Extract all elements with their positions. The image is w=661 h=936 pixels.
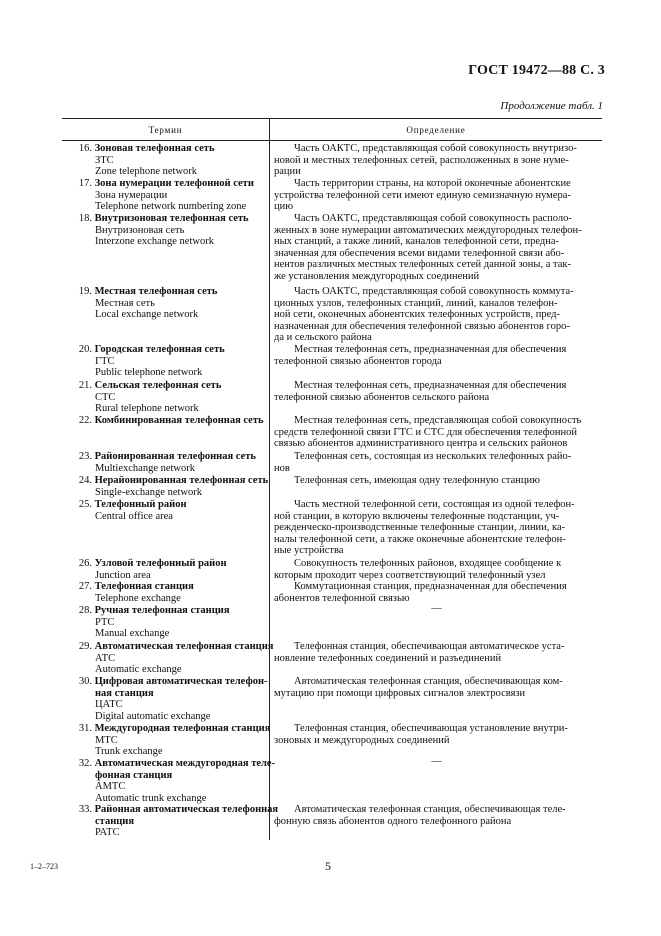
term-name-continued: фонная станция [95,769,173,781]
term-synonym: Multiexchange network [95,462,196,474]
term-cell [62,213,262,248]
definition-line: связью абонентов административного центра и сельских районов [274,438,568,450]
definition-line: — [431,756,442,767]
definition-line: рации [274,166,301,178]
term-number: 17. [78,178,92,189]
term-name: Узловой телефонный район [94,558,227,569]
definition-cell [274,804,599,827]
term-synonym: Central office area [95,510,173,522]
term-synonym: Местная сеть [95,297,155,309]
definition-cell [274,380,599,403]
definition-cell [274,676,599,699]
table-continuation-note: Продолжение табл. 1 [500,100,603,112]
term-synonym: Manual exchange [95,628,170,640]
definition-cell [274,344,599,367]
definition-line: телефонной связью абонентов сельского района [274,391,490,403]
definition-line: ные устройства [274,545,344,557]
term-synonym: Digital automatic exchange [95,710,211,722]
definition-line: ционных узлов, телефонных станций, линий, каналов телефон- [274,297,558,309]
definition-line: же установления междугородных соединений [274,270,480,282]
term-synonym: РАТС [95,827,120,839]
term-synonym: ЦАТС [95,699,123,711]
term-line [62,380,262,392]
table-top-rule [62,118,602,119]
definition-cell [274,475,599,487]
column-header-definition: Определение [406,125,466,135]
term-line [62,451,262,463]
definition-cell [274,641,599,664]
definition-cell [274,286,599,344]
definition-cell [274,415,599,450]
definition-line: назначенная для обеспечения телефонной связью абонентов горо- [274,320,570,332]
term-synonym: Single-exchange network [95,486,203,498]
term-line [62,676,268,688]
definition-line: Местная телефонная сеть, предназначенная для обеспечения [294,344,567,355]
term-name: Ручная телефонная станция [94,605,230,616]
definition-line: Телефонная сеть, имеющая одну телефонную станцию [294,475,540,486]
term-synonym: РТС [95,616,115,628]
definition-line: ной станции, в которую включены телефонные подстанции, уч- [274,510,560,522]
definition-line: Автоматическая телефонная станция, обеспечивающая ком- [294,676,563,687]
definition-line: устройства телефонной сети имеют единую семизначную нумера- [274,189,571,201]
definition-cell [274,758,599,768]
term-name: Междугородная телефонная станция [94,723,271,734]
term-line [62,605,262,617]
definition-cell [274,558,599,581]
term-cell [62,475,269,498]
terms-table [62,118,602,840]
term-name: Телефонный район [94,499,187,510]
definition-line: Телефонная станция, обеспечивающая автоматическое уста- [294,641,565,652]
term-synonym: Zone telephone network [95,166,198,178]
definition-line: Местная телефонная сеть, представляющая собой совокупность [294,415,582,426]
definition-line: новление телефонных соединений и разъединений [274,652,502,664]
term-cell [62,499,262,522]
term-number: 28. [78,605,92,616]
term-cell [62,344,262,379]
definition-line: нов [274,462,290,474]
term-line [62,475,269,487]
term-number: 26. [78,558,92,569]
term-line [62,415,262,427]
term-name: Районная автоматическая телефонная [94,804,279,815]
term-name: Комбинированная телефонная сеть [94,415,264,426]
term-number: 33. [78,804,92,815]
term-cell [62,380,262,415]
term-synonym: Rural telephone network [95,403,199,415]
term-cell [62,178,262,213]
term-cell [62,415,262,427]
definition-cell [274,723,599,746]
definition-line: зоновых и междугородных соединений [274,734,450,746]
definition-line: Часть местной телефонной сети, состоящая из одной телефон- [294,499,575,510]
term-name-continued: ная станция [95,687,154,699]
term-name: Районированная телефонная сеть [94,451,256,462]
definition-line: ной сети, оконечных абонентских телефонных устройств, пред- [274,309,560,321]
term-cell [62,605,262,640]
term-number: 29. [78,641,92,652]
term-name: Сельская телефонная сеть [94,380,222,391]
term-line [62,499,262,511]
term-synonym: Telephone exchange [95,592,181,604]
term-number: 27. [78,581,92,592]
term-name: Автоматическая междугородная теле- [94,758,276,769]
term-number: 31. [78,723,92,734]
term-synonym: Public telephone network [95,367,203,379]
term-synonym: Telephone network numbering zone [95,201,247,213]
definition-line: телефонной связью абонентов города [274,355,442,367]
term-line [62,723,271,735]
term-number: 16. [78,143,92,154]
print-code: 1–2–723 [30,862,58,871]
definition-line: Телефонная сеть, состоящая из нескольких телефонных райо- [294,451,572,462]
definition-cell [274,499,599,557]
term-number: 25. [78,499,92,510]
term-name: Зона нумерации телефонной сети [94,178,254,189]
term-name: Зоновая телефонная сеть [94,143,215,154]
definition-cell [274,178,599,213]
term-number: 30. [78,676,92,687]
definition-line: Часть ОАКТС, представляющая собой совокупность внутризо- [294,143,577,154]
term-name: Городская телефонная сеть [94,344,225,355]
term-number: 20. [78,344,92,355]
standard-header: ГОСТ 19472—88 С. 3 [468,63,605,78]
term-number: 32. [78,758,92,769]
term-cell [62,286,262,321]
definition-cell [274,143,599,178]
term-line [62,581,262,593]
term-name: Автоматическая телефонная станция [94,641,274,652]
definition-line: Часть ОАКТС, представляющая собой совокупность коммута- [294,286,574,297]
term-number: 23. [78,451,92,462]
term-synonym: Зона нумерации [95,189,168,201]
term-name: Телефонная станция [94,581,194,592]
definition-line: Коммутационная станция, предназначенная для обеспечения [294,581,567,592]
column-header-term: Термин [148,125,183,135]
term-number: 19. [78,286,92,297]
term-cell [62,676,268,722]
term-name-continued: станция [95,815,135,827]
term-synonym: АМТС [95,781,126,793]
definition-line: да и сельского района [274,332,372,344]
term-line [62,804,279,816]
term-name: Цифровая автоматическая телефон- [94,676,268,687]
definition-cell [274,213,599,283]
term-cell [62,558,262,581]
definition-line: новой и местных телефонных сетей, расположенных в зоне нуме- [274,154,569,166]
definition-line: женных в зоне нумерации автоматических междугородных телефон- [274,224,582,236]
page-number: 5 [325,859,331,873]
definition-line: Автоматическая телефонная станция, обеспечивающая теле- [294,804,566,815]
definition-line: которым проходит через соответствующий телефонный узел [274,569,546,581]
term-line [62,286,262,298]
term-name: Внутризоновая телефонная сеть [94,213,249,224]
definition-line: нентов различных местных телефонных сетей данной зоны, а так- [274,259,571,271]
definition-line: режденческо-производственные телефонные станции, линии, ка- [274,522,566,534]
definition-line: значенная для обеспечения всеми видами телефонной связи або- [274,247,565,259]
term-synonym: Automatic exchange [95,664,182,676]
term-cell [62,451,262,474]
term-line [62,178,262,190]
term-number: 18. [78,213,92,224]
definition-line: мутацию при помощи цифровых сигналов электросвязи [274,687,526,699]
term-synonym: АТС [95,652,116,664]
definition-line: Телефонная станция, обеспечивающая установление внутри- [294,723,568,734]
term-cell [62,758,276,804]
definition-line: Часть ОАКТС, представляющая собой совокупность располо- [294,213,572,224]
definition-line: цию [274,201,294,213]
definition-line: — [431,603,442,614]
definition-line: ных станций, а также линий, каналов телефонной сети, предна- [274,236,559,248]
term-cell [62,143,262,178]
term-line [62,641,274,653]
term-name: Нерайонированная телефонная сеть [94,475,269,486]
term-synonym: Automatic trunk exchange [95,792,207,804]
term-synonym: ЗТС [95,154,114,166]
definition-cell [274,451,599,474]
term-line [62,143,262,155]
definition-cell [274,581,599,604]
term-synonym: Junction area [95,569,151,581]
term-number: 24. [78,475,92,486]
header-bottom-rule [62,140,602,141]
definition-line: налы телефонной сети, а также оконечные абонентские телефон- [274,533,566,545]
term-synonym: МТС [95,734,118,746]
term-synonym: Trunk exchange [95,746,163,758]
term-line [62,344,262,356]
definition-line: фонную связь абонентов одного телефонного района [274,815,512,827]
definition-line: Совокупность телефонных районов, входящее сообщение к [294,558,562,569]
definition-line: Местная телефонная сеть, предназначенная для обеспечения [294,380,567,391]
term-synonym: Interzone exchange network [95,236,214,248]
term-cell [62,581,262,604]
term-line [62,558,262,570]
definition-line: средств телефонной связи ГТС и СТС для обеспечения телефонной [274,426,577,438]
term-line [62,758,276,770]
term-number: 22. [78,415,92,426]
term-cell [62,723,271,758]
definition-cell [274,605,599,615]
term-line [62,213,262,225]
term-synonym: Local exchange network [95,309,199,321]
definition-line: Часть территории страны, на которой оконечные абонентские [294,178,571,189]
term-number: 21. [78,380,92,391]
term-cell [62,804,279,839]
term-synonym: СТС [95,391,116,403]
term-name: Местная телефонная сеть [94,286,218,297]
term-cell [62,641,274,676]
definition-line: абонентов телефонной связью [274,592,410,604]
term-synonym: ГТС [95,355,115,367]
term-synonym: Внутризоновая сеть [95,224,185,236]
